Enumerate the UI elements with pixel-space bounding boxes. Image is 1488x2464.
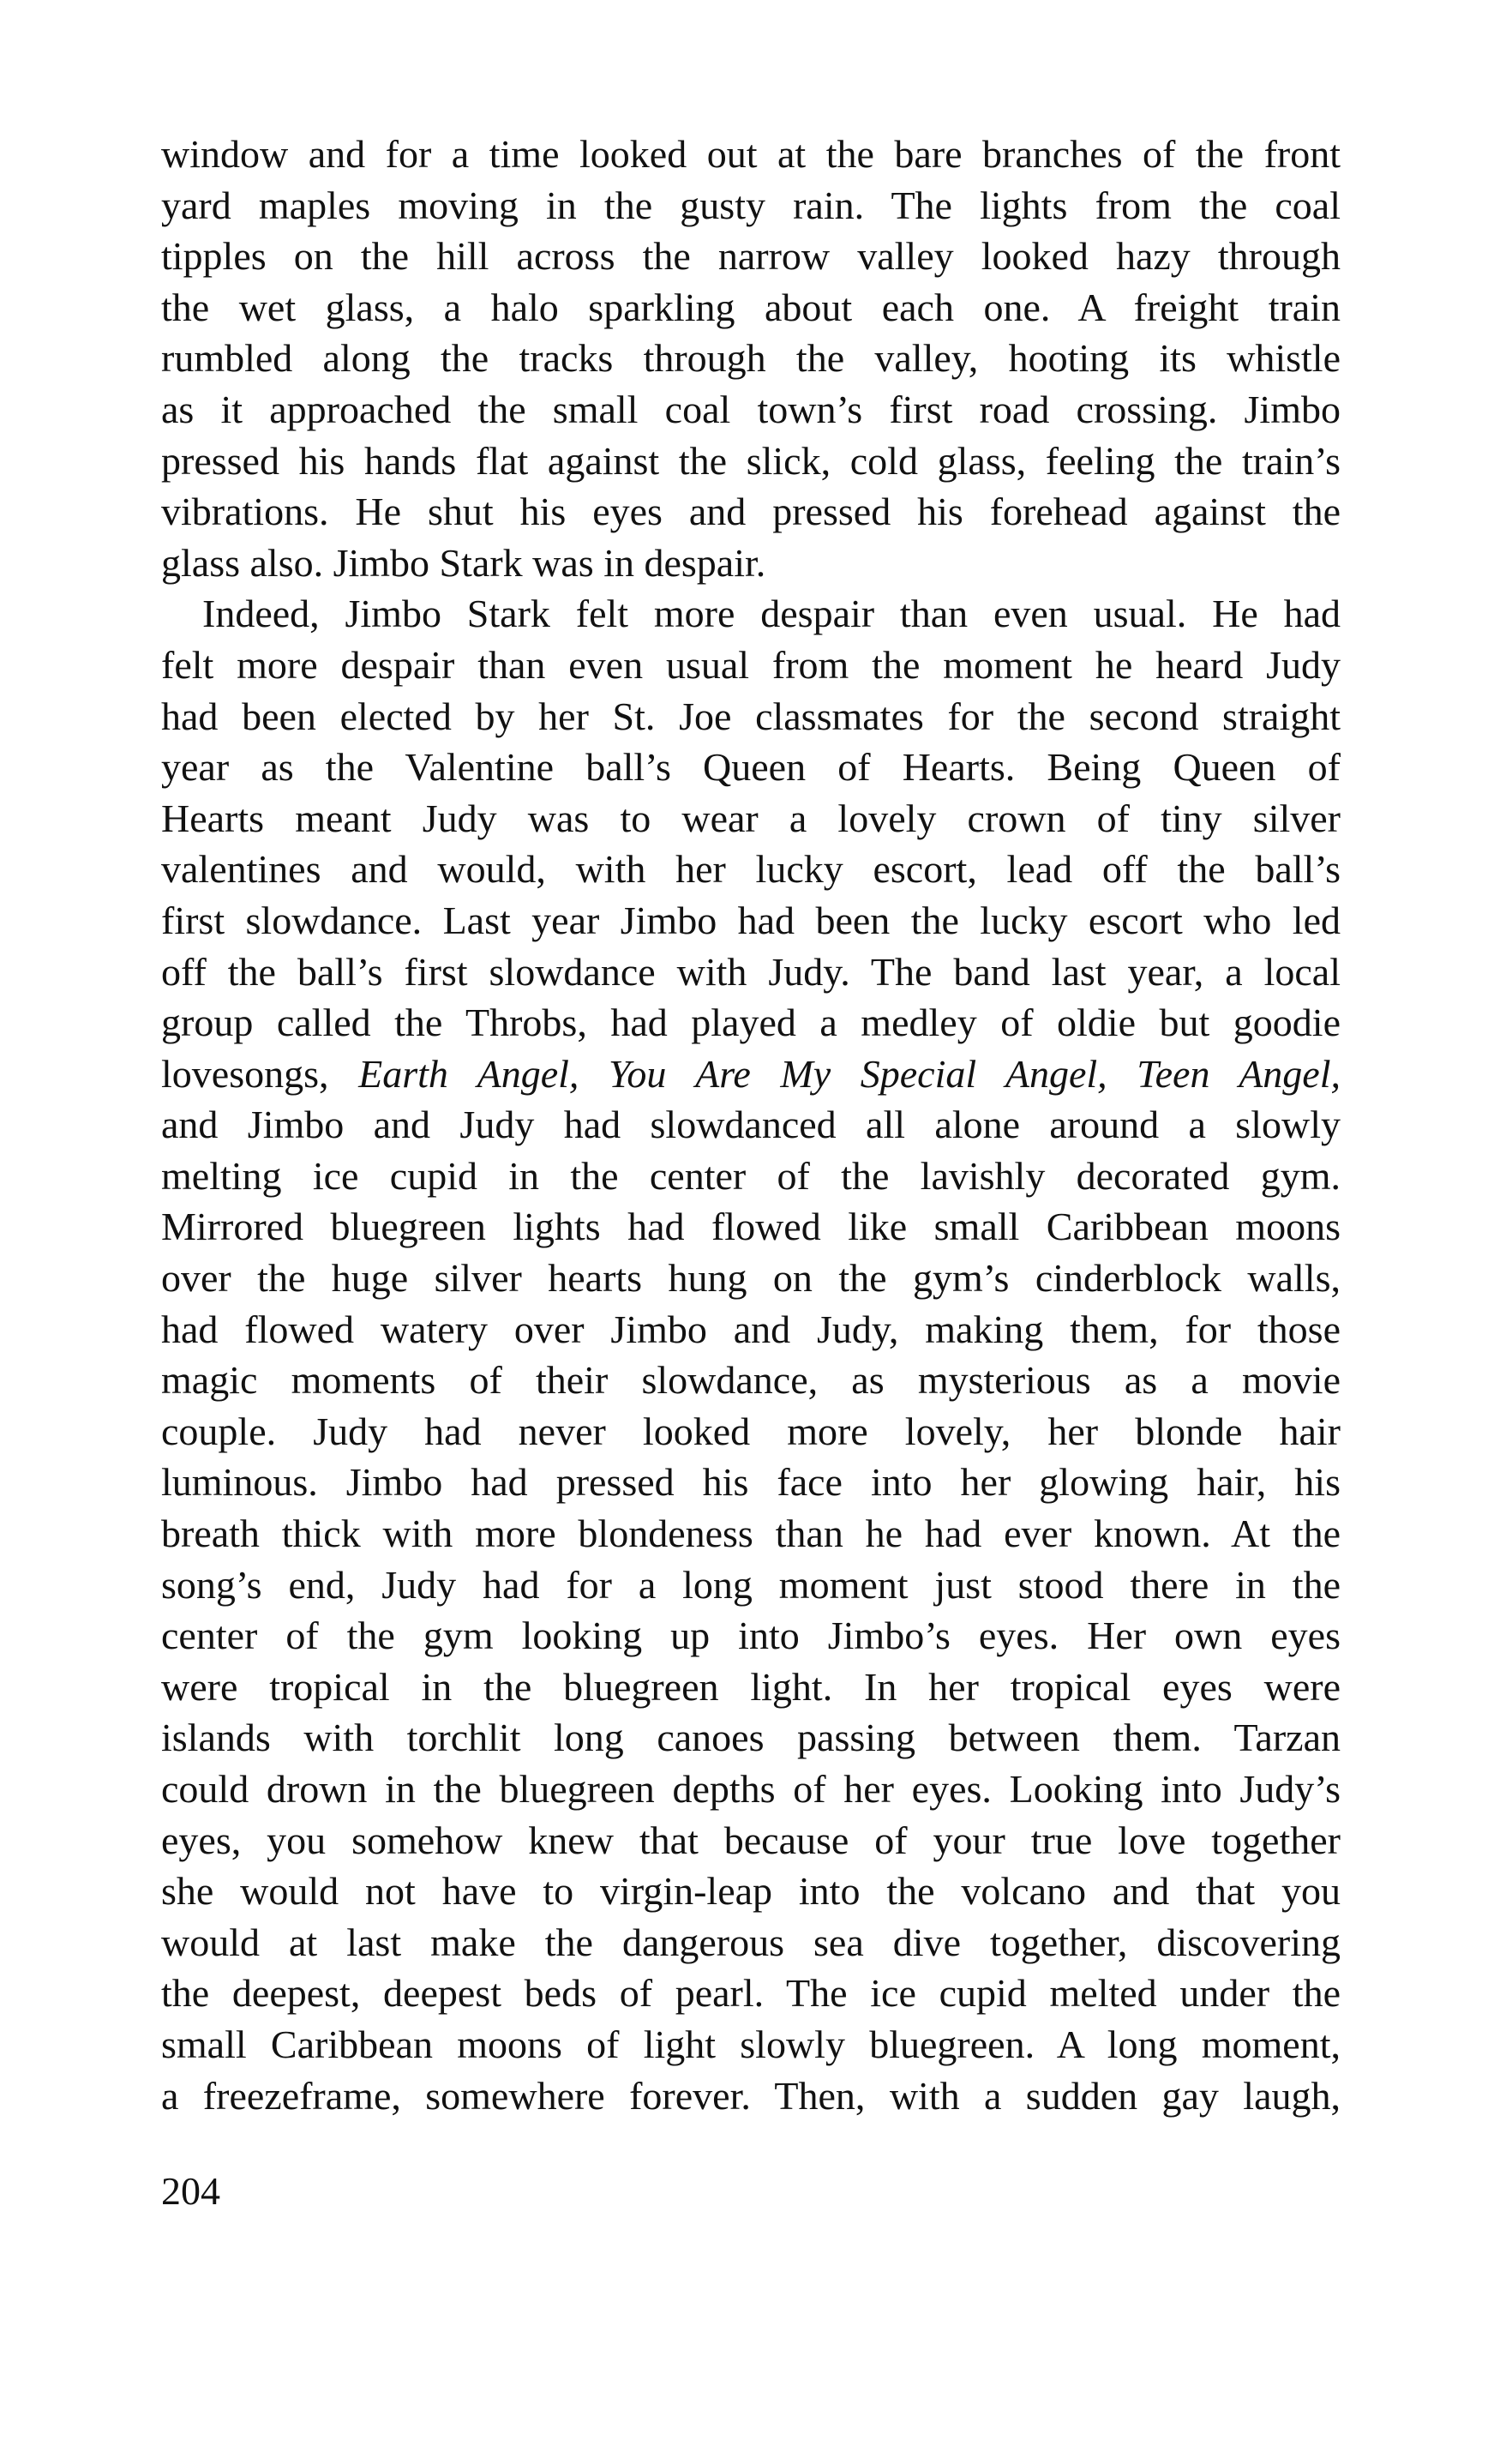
text-line: luminous. Jimbo had pressed his face into her glowing hair, his xyxy=(161,1460,1341,1505)
text-line: would at last make the dangerous sea dive together, discovering xyxy=(161,1920,1341,1964)
text-line: eyes, you somehow knew that because of your true love together xyxy=(161,1818,1341,1862)
text-line: off the ball’s first slowdance with Judy. The band last year, a local xyxy=(161,949,1341,994)
text-line: group called the Throbs, had played a medley of oldie but goodie xyxy=(161,1001,1341,1045)
text-line: islands with torchlit long canoes passing between them. Tarzan xyxy=(161,1716,1341,1760)
text-line: year as the Valentine ball’s Queen of Hearts. Being Queen of xyxy=(161,745,1341,790)
text-line: center of the gym looking up into Jimbo’s eyes. Her own eyes xyxy=(161,1614,1341,1658)
text-line: vibrations. He shut his eyes and pressed his forehead against the xyxy=(161,490,1341,534)
text-line: song’s end, Judy had for a long moment just stood there in the xyxy=(161,1562,1341,1607)
text-line: a freezeframe, somewhere forever. Then, with a sudden gay laugh, xyxy=(161,2073,1341,2118)
text-line: magic moments of their slowdance, as mysterious as a movie xyxy=(161,1358,1341,1403)
text-line: could drown in the bluegreen depths of her eyes. Looking into Judy’s xyxy=(161,1767,1341,1811)
text-line: breath thick with more blondeness than he had ever known. At the xyxy=(161,1511,1341,1556)
text-line: were tropical in the bluegreen light. In her tropical eyes were xyxy=(161,1664,1341,1709)
page-number: 204 xyxy=(161,2169,220,2213)
italic-text: Earth Angel, You Are My Special Angel, Teen Angel, xyxy=(358,1051,1341,1096)
text-line: yard maples moving in the gusty rain. The lights from the coal xyxy=(161,183,1341,227)
text-line: Mirrored bluegreen lights had flowed like small Caribbean moons xyxy=(161,1205,1341,1249)
text-line: she would not have to virgin-leap into the volcano and that you xyxy=(161,1869,1341,1914)
text-line: pressed his hands flat against the slick, cold glass, feeling the train’s xyxy=(161,438,1341,483)
text-line: had flowed watery over Jimbo and Judy, making them, for those xyxy=(161,1307,1341,1351)
text-line: had been elected by her St. Joe classmates for the second straight xyxy=(161,694,1341,738)
text-line: window and for a time looked out at the bare branches of the front xyxy=(161,132,1341,176)
text-line: Indeed, Jimbo Stark felt more despair than even usual. He had xyxy=(202,592,1341,636)
text-line: over the huge silver hearts hung on the gym’s cinderblock walls, xyxy=(161,1256,1341,1301)
text-line: rumbled along the tracks through the valley, hooting its whistle xyxy=(161,336,1341,381)
text-segment: lovesongs, xyxy=(161,1051,359,1096)
text-line: felt more despair than even usual from the moment he heard Judy xyxy=(161,642,1341,687)
text-line: glass also. Jimbo Stark was in despair. xyxy=(161,540,766,585)
text-line: the deepest, deepest beds of pearl. The ice cupid melted under the xyxy=(161,1971,1341,2016)
text-line: as it approached the small coal town’s first road crossing. Jimbo xyxy=(161,387,1341,431)
text-line: small Caribbean moons of light slowly bluegreen. A long moment, xyxy=(161,2022,1341,2066)
text-line: the wet glass, a halo sparkling about each one. A freight train xyxy=(161,285,1341,329)
text-line: melting ice cupid in the center of the lavishly decorated gym. xyxy=(161,1153,1341,1198)
text-line: Hearts meant Judy was to wear a lovely crown of tiny silver xyxy=(161,796,1341,840)
text-line: valentines and would, with her lucky escort, lead off the ball’s xyxy=(161,847,1341,892)
page-body xyxy=(161,129,1341,2121)
text-line: first slowdance. Last year Jimbo had been the lucky escort who led xyxy=(161,898,1341,942)
text-line: tipples on the hill across the narrow valley looked hazy through xyxy=(161,234,1341,279)
text-line xyxy=(161,1049,1341,1100)
text-line: and Jimbo and Judy had slowdanced all alone around a slowly xyxy=(161,1103,1341,1147)
text-line: couple. Judy had never looked more lovely, her blonde hair xyxy=(161,1409,1341,1453)
